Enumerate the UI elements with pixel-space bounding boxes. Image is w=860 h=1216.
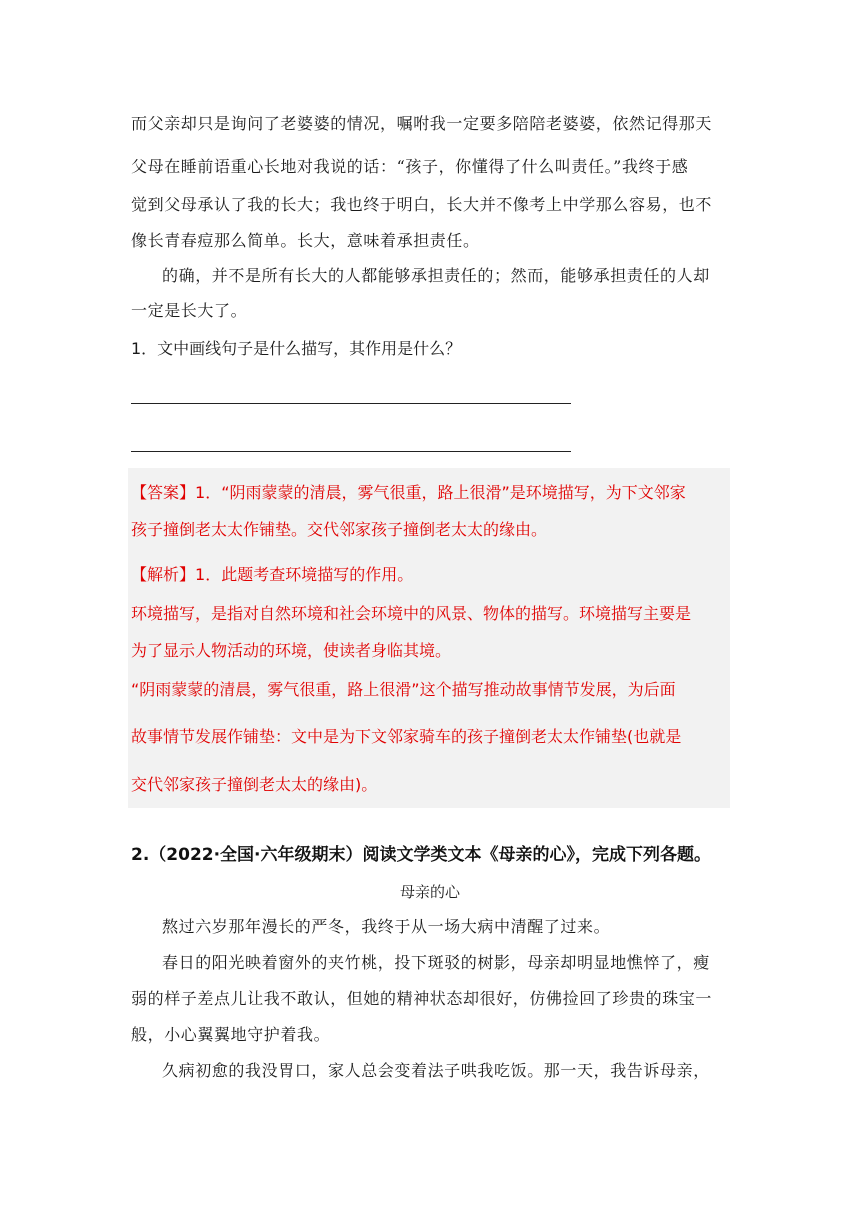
analysis-label: 【解析】	[131, 565, 196, 584]
passage-line: 像长青春痘那么简单。长大，意味着承担责任。	[131, 231, 480, 250]
answer-line: 孩子撞倒老太太作铺垫。交代邻家孩子撞倒老太太的缘由。	[131, 520, 548, 539]
answer-blank-line[interactable]	[131, 451, 571, 452]
story-line: 弱的样子差点儿让我不敢认，但她的精神状态却很好，仿佛捡回了珍贵的珠宝一	[131, 989, 713, 1008]
passage-line: 的确，并不是所有长大的人都能够承担责任的；然而，能够承担责任的人却	[162, 266, 710, 285]
story-title: 母亲的心	[399, 883, 460, 901]
question-1: 1．文中画线句子是什么描写，其作用是什么？	[131, 339, 462, 358]
analysis-text: 1．此题考查环境描写的作用。	[195, 565, 414, 584]
story-line: 久病初愈的我没胃口，家人总会变着法子哄我吃饭。那一天，我告诉母亲，	[162, 1061, 710, 1080]
passage-line: 而父亲却只是询问了老婆婆的情况，嘱咐我一定要多陪陪老婆婆，依然记得那天	[131, 114, 713, 133]
analysis-line: 为了显示人物活动的环境，使读者身临其境。	[131, 641, 452, 660]
question-2-heading: 2.（2022·全国·六年级期末）阅读文学类文本《母亲的心》，完成下列各题。	[131, 845, 712, 865]
passage-line: 一定是长大了。	[131, 301, 248, 320]
passage-line: 觉到父母承认了我的长大；我也终于明白，长大并不像考上中学那么容易，也不	[131, 195, 713, 214]
answer-box	[128, 468, 730, 808]
answer-line	[131, 483, 686, 503]
analysis-line: 交代邻家孩子撞倒老太太的缘由)。	[131, 775, 378, 794]
answer-text: 1．“阴雨蒙蒙的清晨，雾气很重，路上很滑”是环境描写，为下文邻家	[195, 483, 686, 502]
analysis-line: “阴雨蒙蒙的清晨，雾气很重，路上很滑”这个描写推动故事情节发展，为后面	[131, 680, 676, 699]
story-line: 熬过六岁那年漫长的严冬，我终于从一场大病中清醒了过来。	[162, 917, 611, 936]
story-line: 般，小心翼翼地守护着我。	[131, 1025, 331, 1044]
answer-blank-line[interactable]	[131, 403, 571, 404]
analysis-line	[131, 565, 413, 585]
analysis-line: 故事情节发展作铺垫：文中是为下文邻家骑车的孩子撞倒老太太作铺垫(也就是	[131, 727, 682, 746]
story-line: 春日的阳光映着窗外的夹竹桃，投下斑驳的树影，母亲却明显地憔悴了，瘦	[162, 953, 710, 972]
answer-label: 【答案】	[131, 483, 196, 502]
analysis-line: 环境描写，是指对自然环境和社会环境中的风景、物体的描写。环境描写主要是	[131, 604, 692, 623]
passage-line: 父母在睡前语重心长地对我说的话：“孩子，你懂得了什么叫责任。”我终于感	[131, 157, 689, 176]
